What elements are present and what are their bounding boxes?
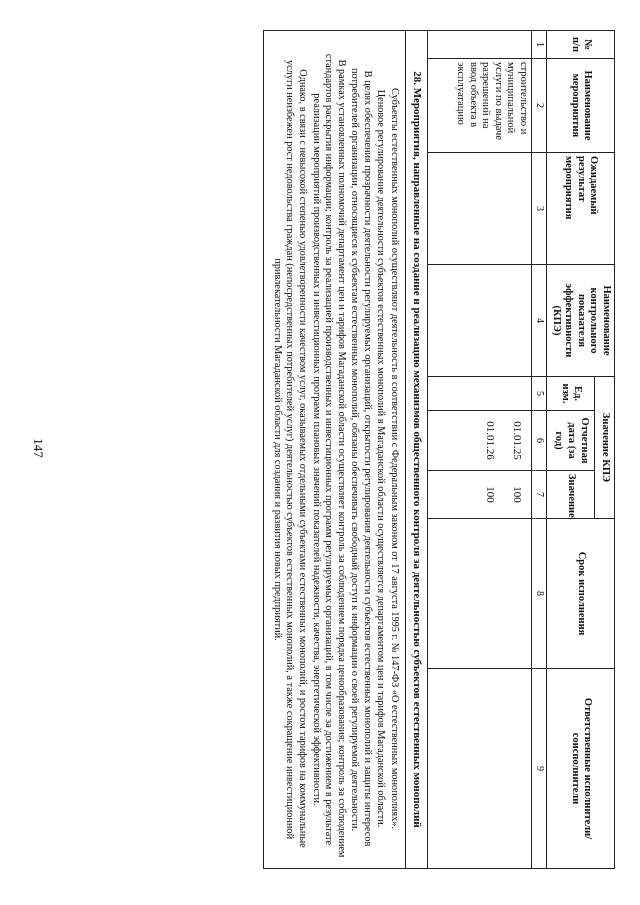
page-number: 147 [31,438,46,458]
expected-result-cell [428,153,532,265]
measures-table [263,30,615,869]
row-number-cell [428,31,532,59]
report-date-2: 01.01.26 [483,421,496,460]
header-deadline: Срок исполнения [547,519,615,669]
deadline-cell [428,519,532,669]
header-row-1 [595,31,615,869]
measure-name-cell: строительство и муниципальной услуги по выдаче разрешений на ввод объекта в эксплуатацию [428,59,532,153]
column-number: 3 [532,153,547,265]
value-cell [428,471,532,519]
section-text-row [264,31,405,869]
header-number: № п/п [547,31,615,59]
value-2: 100 [483,486,496,503]
header-report-date: Отчетная дата (за год) [547,411,595,471]
paragraph: В рамках установленных полномочий департамент цен и тарифов Магаданской области осуществляет контроль за соблюдением порядка ценообразования; контроль за соблюдением стандартов раскрытия информации; контроль за реализацией производственных и инвестиционных программ регулируемых организаций, в том числе за достижением в результате реализации мероприятий производственных и инвестиционных программ плановых значений показателей надежности, качества, энергетической эффективности. [310,53,347,858]
header-measure-name: Наименование мероприятия [547,59,615,153]
kpe-name-cell [428,265,532,377]
header-unit: Ед. изм. [547,377,595,411]
header-kpe-name: Наименование контрольного показателя эффективности (КПЭ) [547,265,615,377]
table-row [428,31,532,869]
value-1: 100 [511,486,524,503]
report-date-1: 01.01.25 [511,421,524,460]
section-title: 28. Мероприятия, направленные на создание и реализацию механизмов общественного контроля за деятельностью субъектов естественных монополий [405,31,427,869]
paragraph: Однако, в связи с невысокой степенью удовлетворенности качеством услуг, оказываемых отдельными субъектами естественных монополий, и ростом тарифов на коммунальные услуги неизбежен рост недовольства граждан (непосредственных потребителей услуг) деятельностью субъектов естественных монополий, а также сокращение инвестиционной привлекательности Магаданской области для создания и развития новых предприятий. [271,59,309,848]
column-number: 6 [532,411,547,471]
header-value: Значение [547,471,595,519]
column-number: 8 [532,519,547,669]
column-number: 5 [532,377,547,411]
header-responsible: Ответственные исполнители/ соисполнители [547,669,615,869]
column-number: 9 [532,669,547,869]
header-expected-result: Ожидаемый результат мероприятия [547,153,615,265]
responsible-cell [428,669,532,869]
paragraph: Ценовое регулирование деятельности субъектов естественных монополий в Магаданской области осуществляется департаментом цен и тарифов Магаданской области. [375,89,387,828]
column-number-row [532,31,547,869]
header-kpe-value-group: Значение КПЭ [595,377,615,519]
unit-cell [428,377,532,411]
rotated-table-frame [95,30,615,868]
column-number: 7 [532,471,547,519]
column-number: 2 [532,59,547,153]
section-text [264,31,405,869]
report-date-cell [428,411,532,471]
paragraph: В целях обеспечения прозрачности деятельности регулируемых организаций, открытости регулирования деятельности субъектов естественных монополий и защиты интересов потребителей организации, относящиеся к субъектам естественных монополий, обязаны обеспечивать свободный доступ к информации о своей регулируемой деятельности. [349,67,373,847]
paragraph: Субъекты естественных монополий осуществляют деятельность в соответствии с Федеральным законом от 17 августа 1995 г. № 147-ФЗ «О естественных монополиях». [388,88,400,829]
column-number: 1 [532,31,547,59]
column-number: 4 [532,265,547,377]
section-title-row [405,31,427,869]
